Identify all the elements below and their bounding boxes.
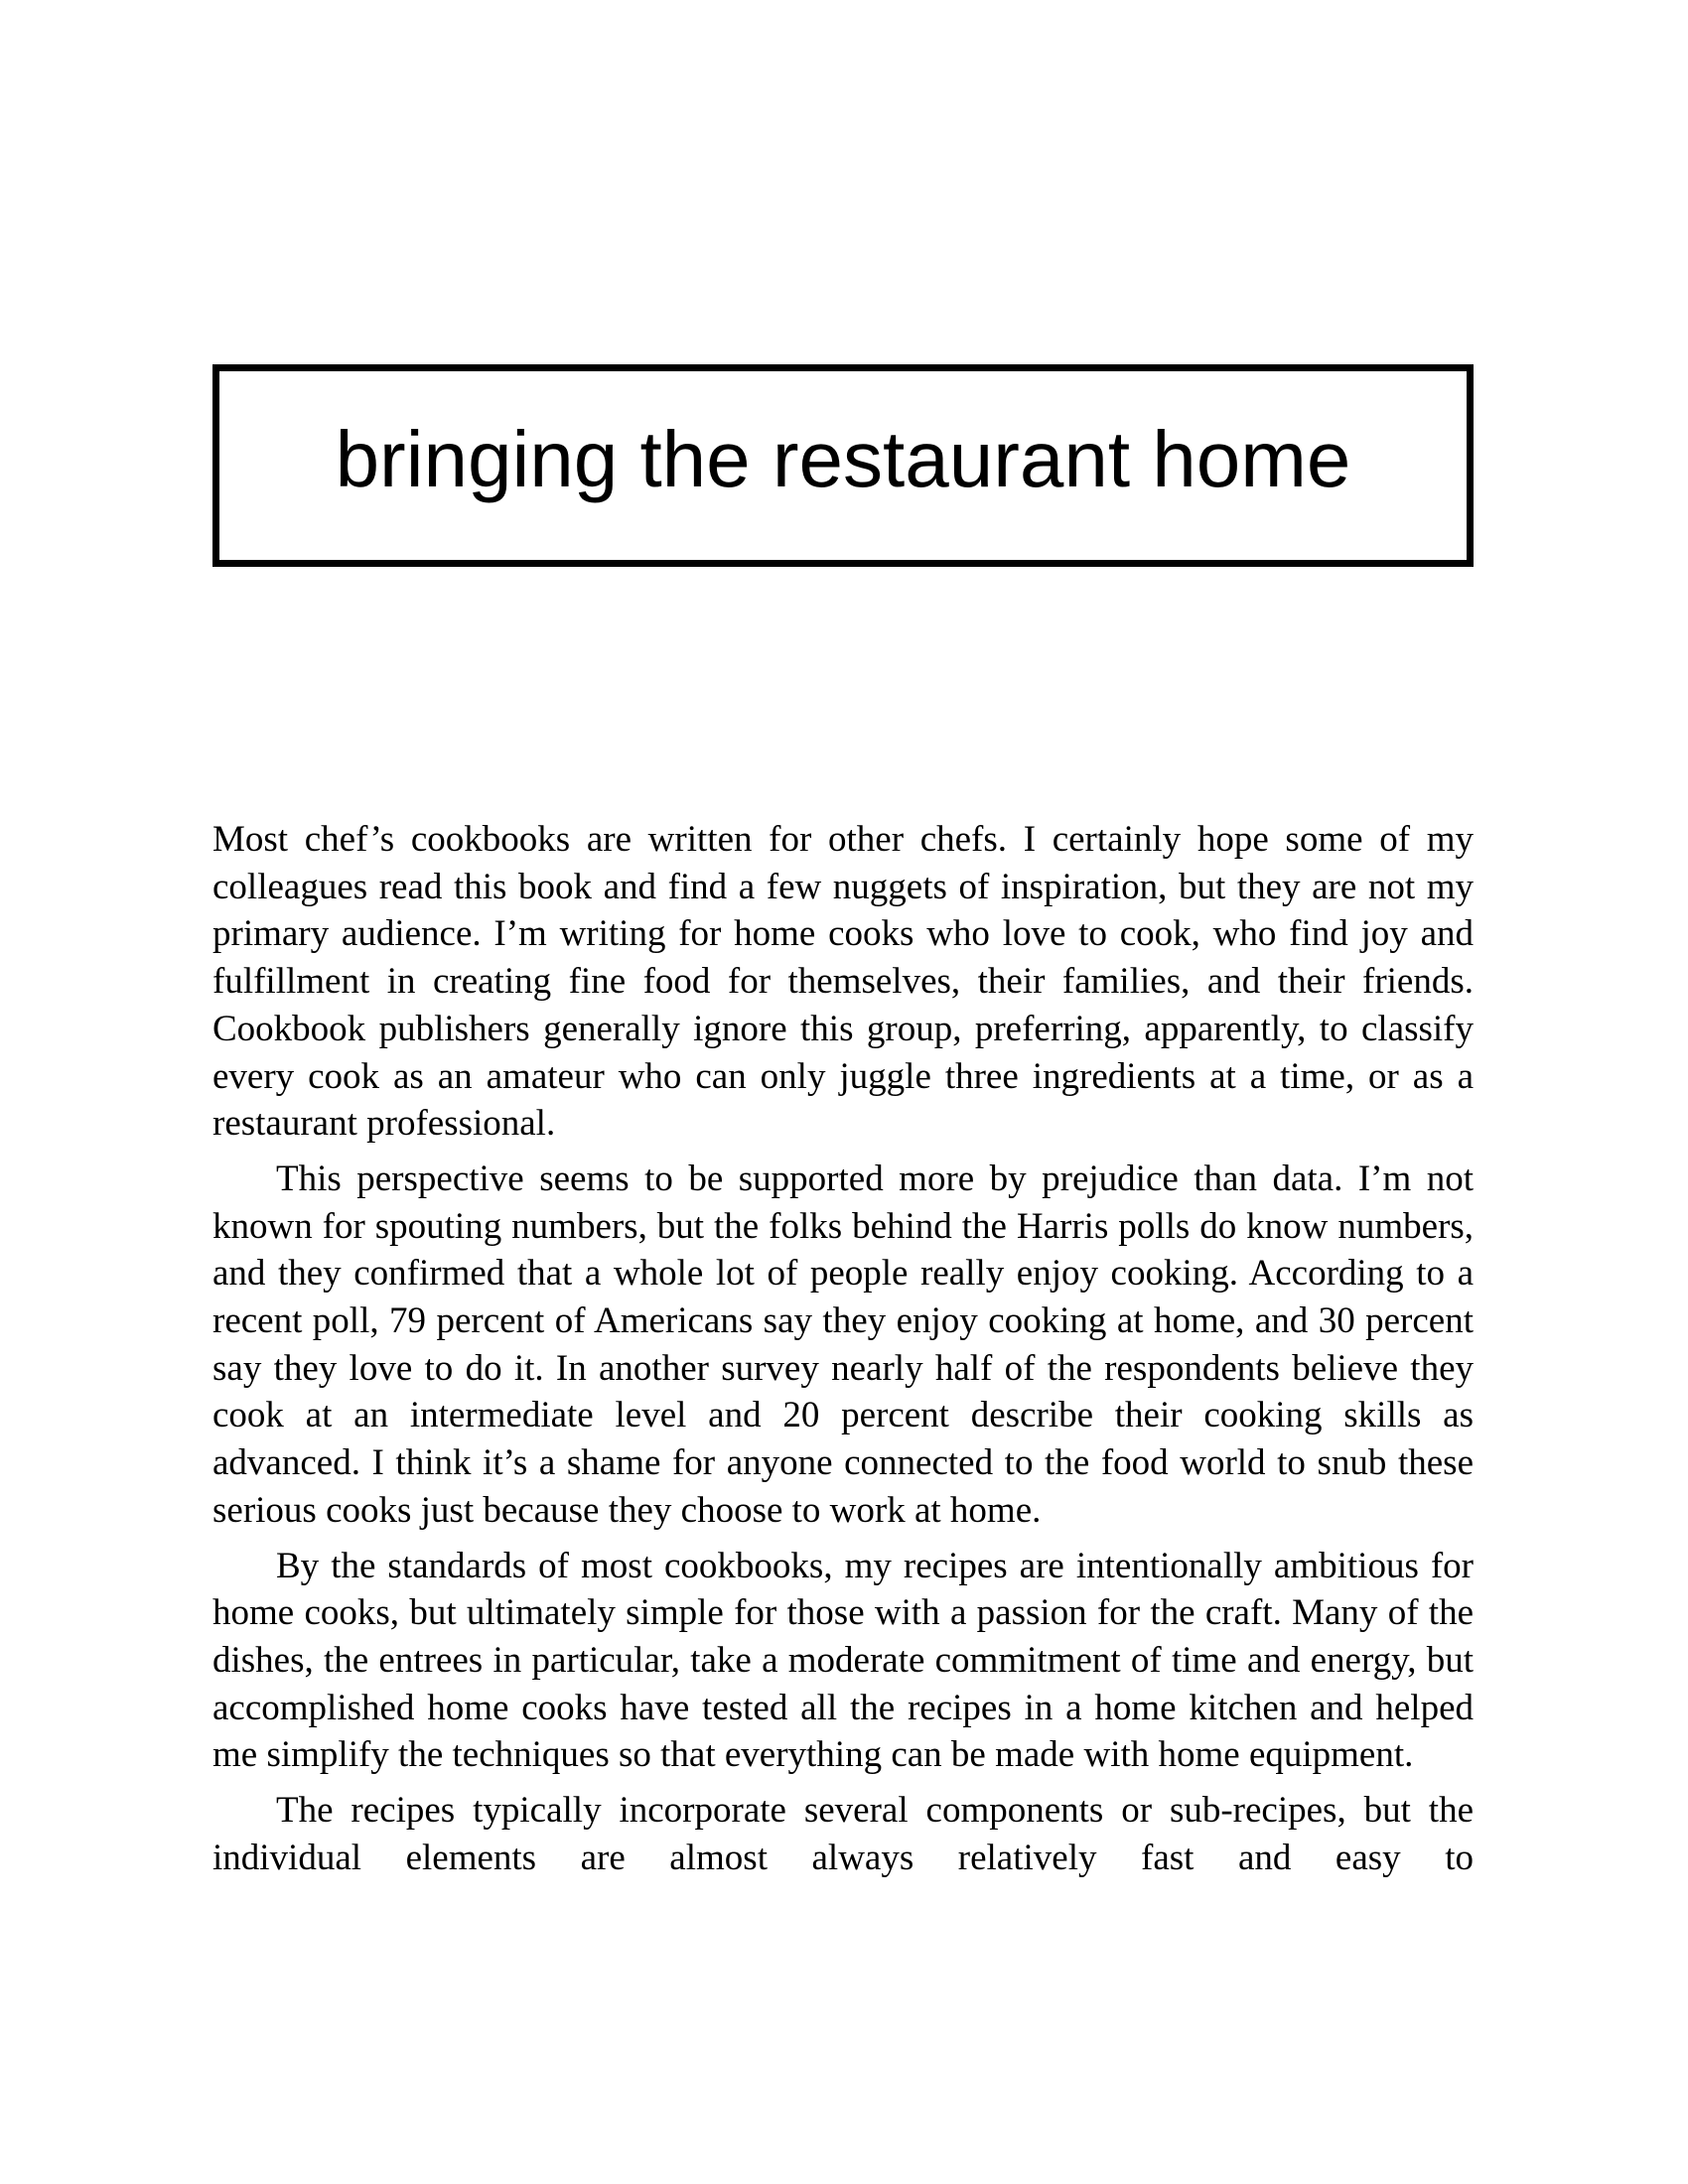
chapter-title: bringing the restaurant home: [335, 415, 1351, 503]
paragraph-1: Most chef’s cookbooks are written for other chefs. I certainly hope some of my colleagues read this book and find a few nuggets of inspiration, but they are not my primary audience. I’m writing for home cooks who love to cook, who find joy and fulfillment in creating fine food for themselves, their families, and their friends. Cookbook publishers generally ignore this group, preferring, apparently, to classify every cook as an amateur who can only juggle three ingredients at a time, or as a restaurant professional.: [212, 819, 1474, 1145]
paragraph-4: The recipes typically incorporate several components or sub-recipes, but the individual elements are almost always relatively fast and easy to: [212, 1790, 1474, 1878]
paragraph-3: By the standards of most cookbooks, my recipes are intentionally ambitious for home cooks, but ultimately simple for those with a passion for the craft. Many of the dishes, the entrees in particular, take a moderate commitment of time and energy, but accomplished home cooks have tested all the recipes in a home kitchen and helped me simplify the techniques so that everything can be made with home equipment.: [212, 1545, 1474, 1776]
body-text: [212, 816, 1474, 1889]
chapter-title-box: [212, 364, 1474, 567]
paragraph-2: This perspective seems to be supported more by prejudice than data. I’m not known for spouting numbers, but the folks behind the Harris polls do know numbers, and they confirmed that a whole lot of people really enjoy cooking. According to a recent poll, 79 percent of Americans say they enjoy cooking at home, and 30 percent say they love to do it. In another survey nearly half of the respondents believe they cook at an intermediate level and 20 percent describe their cooking skills as advanced. I think it’s a shame for anyone connected to the food world to snub these serious cooks just because they choose to work at home.: [212, 1158, 1474, 1531]
